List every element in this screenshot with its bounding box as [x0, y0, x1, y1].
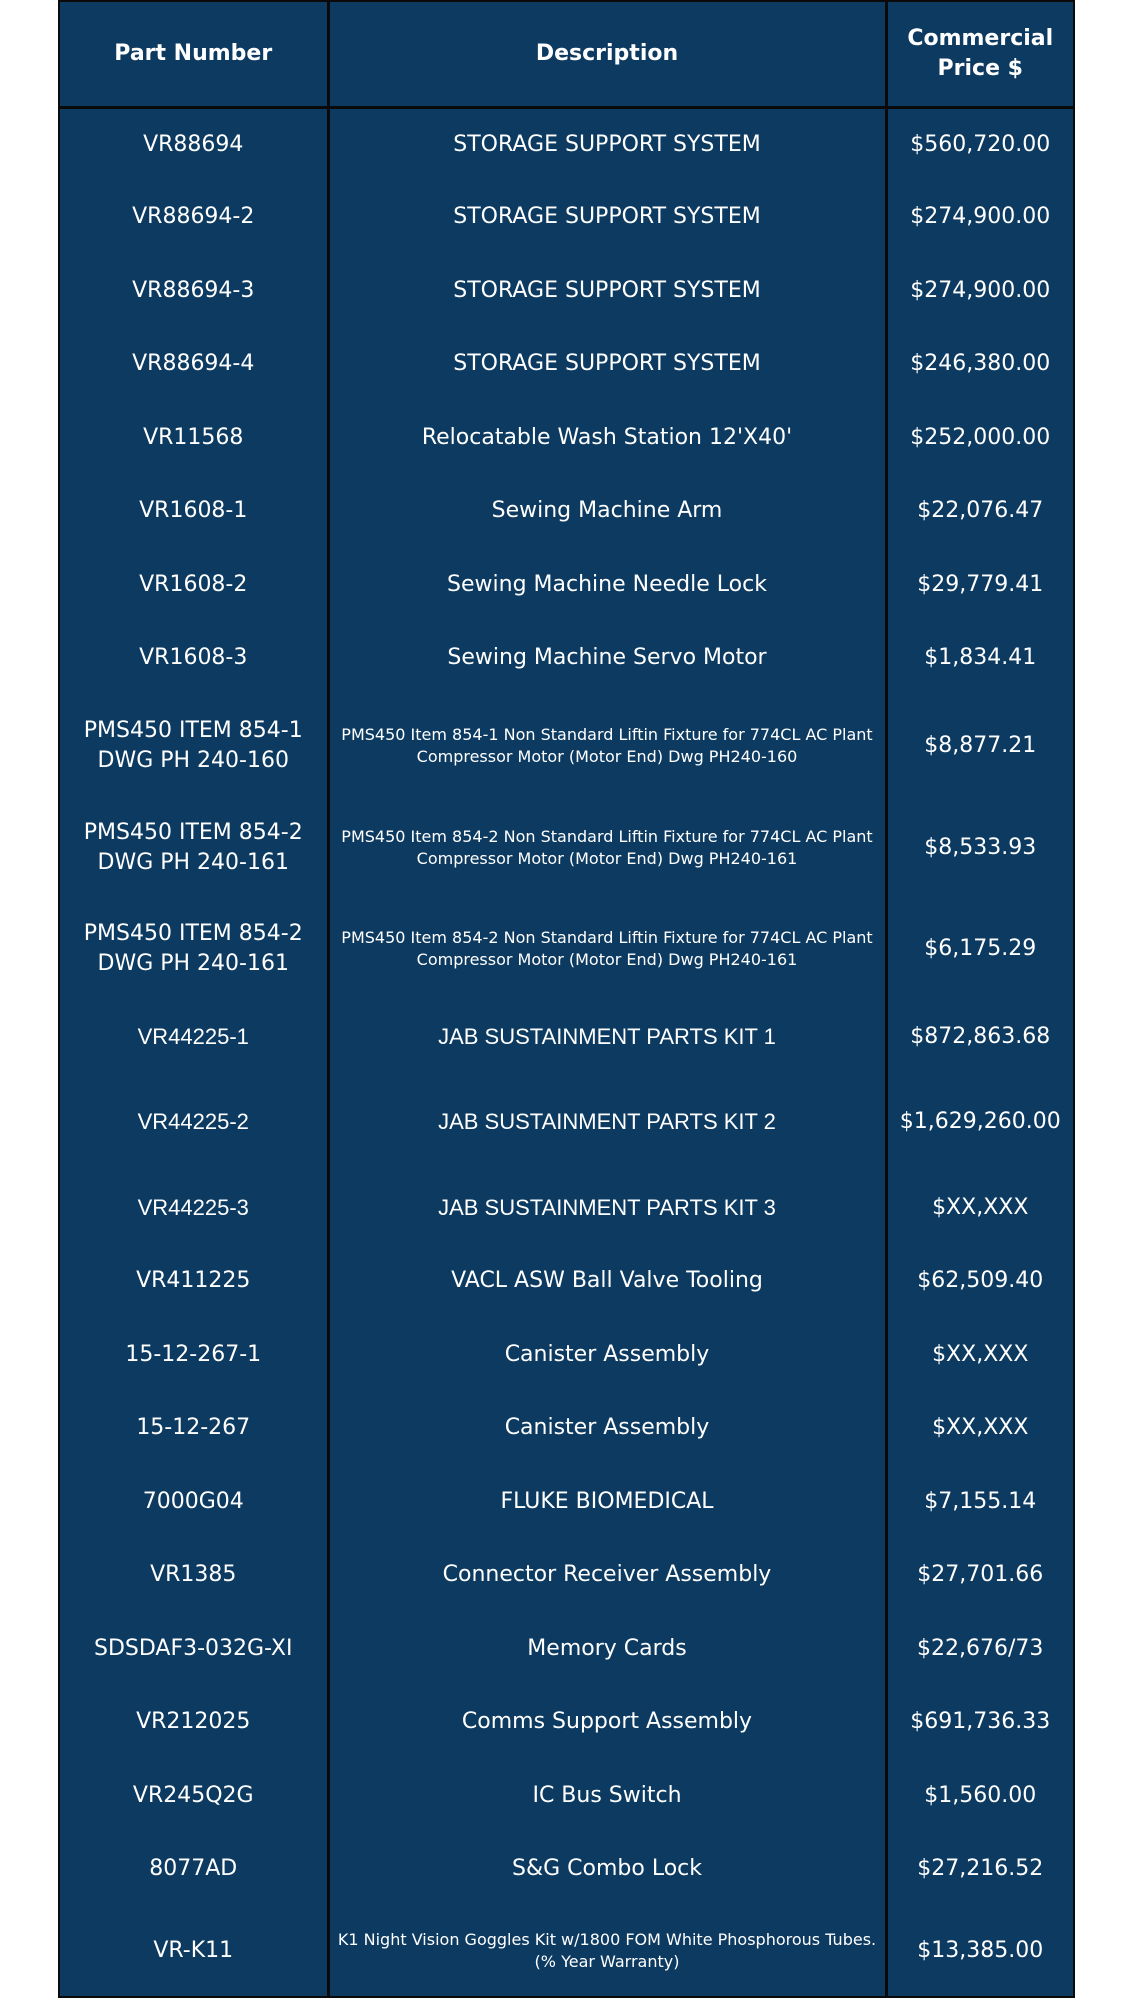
- part-number-cell: VR1385: [150, 1562, 237, 1588]
- table-row: [60, 1245, 1073, 1319]
- part-number-cell: VR88694-2: [132, 204, 255, 230]
- header-description: Description: [328, 2, 886, 107]
- header-part-number: Part Number: [60, 2, 328, 107]
- part-number-cell: 8077AD: [149, 1856, 238, 1882]
- price-cell: $XX,XXX: [886, 1318, 1073, 1392]
- table-row: [60, 1833, 1073, 1907]
- part-number-cell: VR245Q2G: [132, 1782, 254, 1808]
- table-header-row: [60, 2, 1073, 107]
- price-cell: $XX,XXX: [886, 1171, 1073, 1245]
- table-row: [60, 1318, 1073, 1392]
- price-cell: $6,175.29: [886, 898, 1073, 1000]
- table-row: [60, 1465, 1073, 1539]
- table-row: [60, 1759, 1073, 1833]
- table-row: [60, 1392, 1073, 1466]
- price-cell: $274,900.00: [886, 181, 1073, 255]
- table-row: [60, 1000, 1073, 1074]
- price-cell: $246,380.00: [886, 328, 1073, 402]
- table-row: [60, 1074, 1073, 1172]
- part-number-cell: VR1608-3: [139, 645, 248, 671]
- table-row: [60, 475, 1073, 549]
- price-cell: $27,701.66: [886, 1539, 1073, 1613]
- part-number-cell: VR88694: [143, 131, 244, 157]
- table-row: [60, 254, 1073, 328]
- price-cell: $1,834.41: [886, 622, 1073, 696]
- description-cell: FLUKE BIOMEDICAL: [328, 1465, 886, 1539]
- description-cell: Relocatable Wash Station 12'X40': [328, 401, 886, 475]
- table-row: [60, 695, 1073, 797]
- price-cell: $252,000.00: [886, 401, 1073, 475]
- part-number-cell: VR411225: [136, 1268, 251, 1294]
- price-cell: $7,155.14: [886, 1465, 1073, 1539]
- table-row: [60, 1171, 1073, 1245]
- price-cell: $27,216.52: [886, 1833, 1073, 1907]
- price-cell: $872,863.68: [886, 1000, 1073, 1074]
- table-row: [60, 1612, 1073, 1686]
- description-cell: JAB SUSTAINMENT PARTS KIT 3: [328, 1171, 886, 1245]
- description-cell: JAB SUSTAINMENT PARTS KIT 2: [328, 1074, 886, 1172]
- description-cell: Connector Receiver Assembly: [328, 1539, 886, 1613]
- description-cell: STORAGE SUPPORT SYSTEM: [328, 254, 886, 328]
- description-cell: STORAGE SUPPORT SYSTEM: [328, 107, 886, 181]
- part-number-cell: PMS450 ITEM 854-2 DWG PH 240-161: [83, 921, 303, 977]
- description-cell: IC Bus Switch: [328, 1759, 886, 1833]
- description-cell: PMS450 Item 854-2 Non Standard Liftin Fixture for 774CL AC Plant Compressor Motor (Motor End) Dwg PH240-161: [328, 898, 886, 1000]
- description-cell: JAB SUSTAINMENT PARTS KIT 1: [328, 1000, 886, 1074]
- price-cell: $8,533.93: [886, 797, 1073, 899]
- price-table: [60, 2, 1073, 1996]
- description-cell: STORAGE SUPPORT SYSTEM: [328, 328, 886, 402]
- part-number-cell: PMS450 ITEM 854-1 DWG PH 240-160: [83, 717, 303, 773]
- description-cell: S&G Combo Lock: [328, 1833, 886, 1907]
- price-cell: $1,629,260.00: [886, 1074, 1073, 1172]
- table-row: [60, 898, 1073, 1000]
- description-cell: PMS450 Item 854-1 Non Standard Liftin Fixture for 774CL AC Plant Compressor Motor (Motor End) Dwg PH240-160: [328, 695, 886, 797]
- part-number-cell: VR88694-4: [132, 351, 255, 377]
- part-number-cell: VR1608-2: [139, 571, 248, 597]
- price-cell: $560,720.00: [886, 107, 1073, 181]
- price-table-container: [58, 0, 1075, 1998]
- part-number-cell: VR44225-1: [137, 1023, 249, 1049]
- table-row: [60, 797, 1073, 899]
- price-cell: $274,900.00: [886, 254, 1073, 328]
- table-row: [60, 107, 1073, 181]
- description-cell: STORAGE SUPPORT SYSTEM: [328, 181, 886, 255]
- part-number-cell: VR44225-3: [137, 1194, 249, 1220]
- price-cell: $13,385.00: [886, 1906, 1073, 1996]
- description-cell: Sewing Machine Servo Motor: [328, 622, 886, 696]
- table-row: [60, 401, 1073, 475]
- part-number-cell: VR-K11: [153, 1938, 234, 1964]
- table-row: [60, 548, 1073, 622]
- part-number-cell: SDSDAF3-032G-XI: [93, 1635, 293, 1661]
- price-cell: $8,877.21: [886, 695, 1073, 797]
- description-cell: Canister Assembly: [328, 1392, 886, 1466]
- table-row: [60, 181, 1073, 255]
- price-cell: $22,676/73: [886, 1612, 1073, 1686]
- table-row: [60, 1539, 1073, 1613]
- price-cell: $29,779.41: [886, 548, 1073, 622]
- table-row: [60, 1906, 1073, 1996]
- table-row: [60, 328, 1073, 402]
- description-cell: K1 Night Vision Goggles Kit w/1800 FOM White Phosphorous Tubes. (% Year Warranty): [328, 1906, 886, 1996]
- table-row: [60, 1686, 1073, 1760]
- part-number-cell: VR212025: [136, 1709, 251, 1735]
- description-cell: Memory Cards: [328, 1612, 886, 1686]
- table-row: [60, 622, 1073, 696]
- price-cell: $XX,XXX: [886, 1392, 1073, 1466]
- description-cell: PMS450 Item 854-2 Non Standard Liftin Fixture for 774CL AC Plant Compressor Motor (Motor End) Dwg PH240-161: [328, 797, 886, 899]
- part-number-cell: VR88694-3: [132, 277, 255, 303]
- price-cell: $62,509.40: [886, 1245, 1073, 1319]
- part-number-cell: VR44225-2: [137, 1109, 249, 1135]
- part-number-cell: VR11568: [143, 424, 244, 450]
- part-number-cell: 7000G04: [142, 1488, 244, 1514]
- price-cell: $22,076.47: [886, 475, 1073, 549]
- description-cell: Canister Assembly: [328, 1318, 886, 1392]
- description-cell: Sewing Machine Needle Lock: [328, 548, 886, 622]
- price-cell: $691,736.33: [886, 1686, 1073, 1760]
- part-number-cell: 15-12-267: [136, 1415, 251, 1441]
- description-cell: Sewing Machine Arm: [328, 475, 886, 549]
- description-cell: Comms Support Assembly: [328, 1686, 886, 1760]
- part-number-cell: VR1608-1: [139, 498, 248, 524]
- part-number-cell: PMS450 ITEM 854-2 DWG PH 240-161: [83, 819, 303, 875]
- part-number-cell: 15-12-267-1: [125, 1341, 262, 1367]
- header-commercial-price: Commercial Price $: [886, 2, 1073, 107]
- price-cell: $1,560.00: [886, 1759, 1073, 1833]
- description-cell: VACL ASW Ball Valve Tooling: [328, 1245, 886, 1319]
